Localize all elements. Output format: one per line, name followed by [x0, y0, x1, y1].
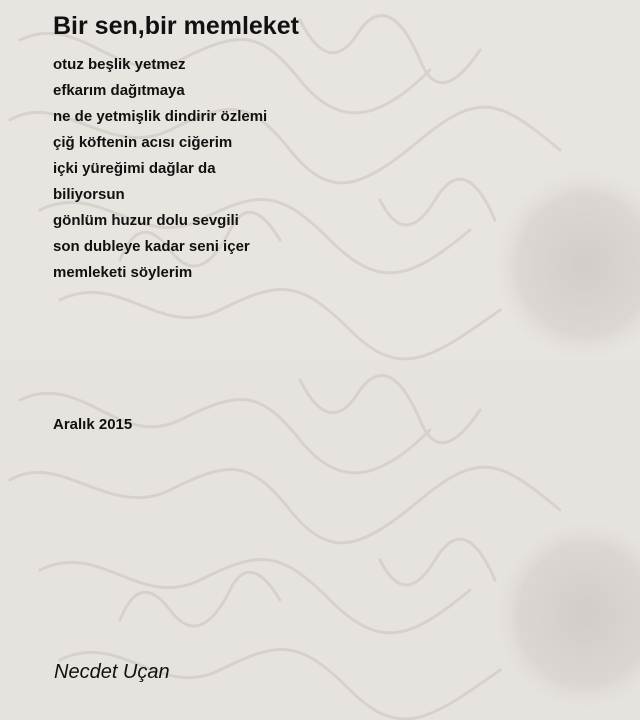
poem-line: otuz beşlik yetmez: [53, 56, 186, 73]
poem-line: çiğ köftenin acısı ciğerim: [53, 134, 233, 151]
poem-date: Aralık 2015: [53, 416, 133, 433]
poem-line: efkarım dağıtmaya: [53, 82, 185, 99]
poem-line: gönlüm huzur dolu sevgili: [53, 212, 239, 229]
poem-title: Bir sen,bir memleket: [53, 12, 299, 40]
poem-line: içki yüreğimi dağlar da: [53, 160, 216, 177]
poem-line: ne de yetmişlik dindirir özlemi: [53, 108, 268, 125]
poem-line: son dubleye kadar seni içer: [53, 238, 250, 255]
poem-author: Necdet Uçan: [54, 661, 170, 683]
poem-line: memleketi söylerim: [53, 264, 193, 281]
poem-line: biliyorsun: [53, 186, 125, 203]
poem-body: [53, 52, 267, 286]
